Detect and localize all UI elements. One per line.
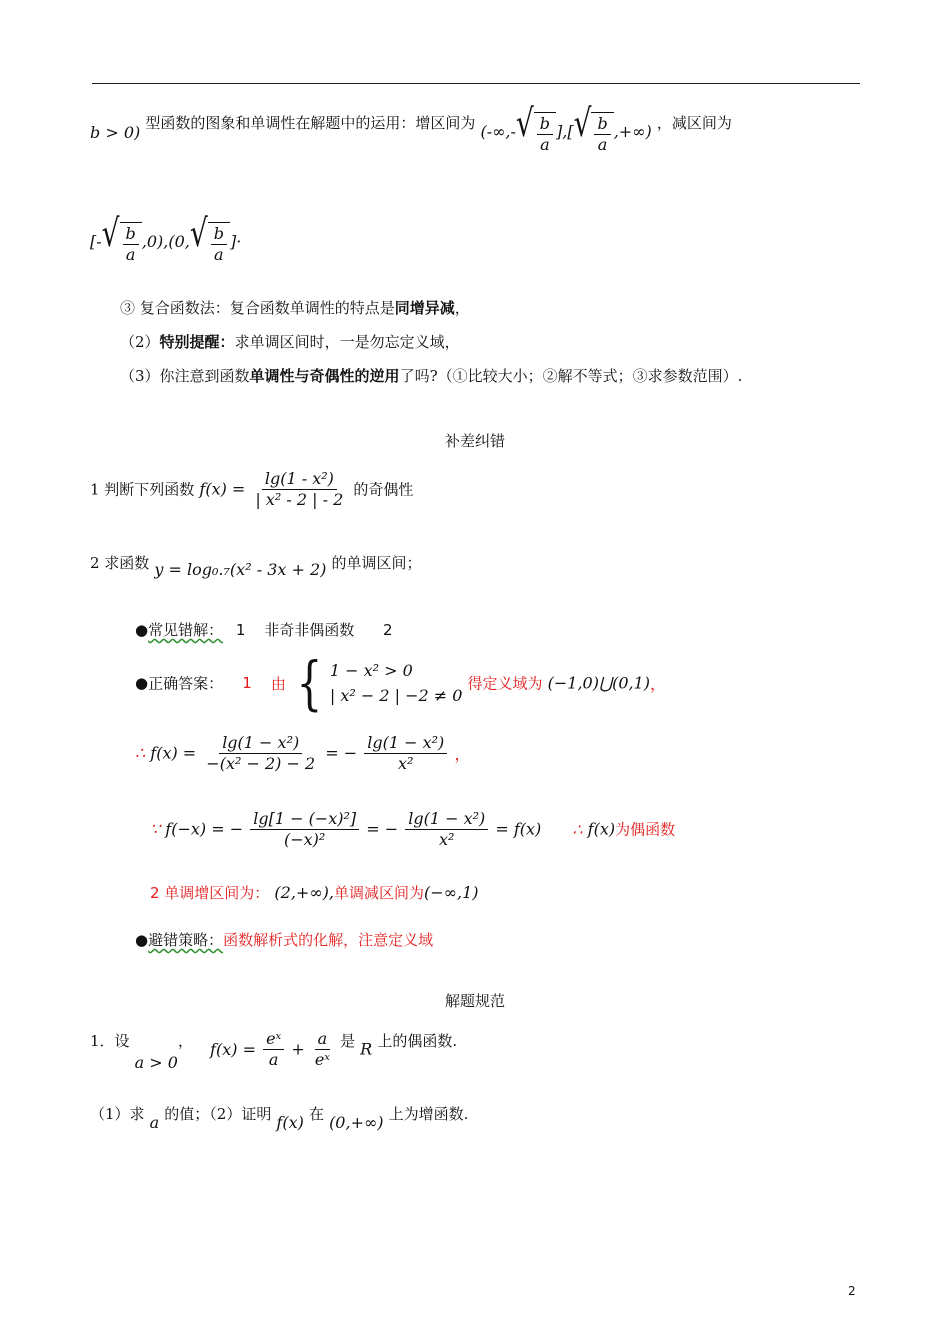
q2-fx: y = log₀.₇(x² - 3x + 2) — [154, 560, 327, 579]
problem-1-parts — [90, 1103, 469, 1132]
condition-2: | x² − 2 | −2 ≠ 0 — [329, 686, 463, 705]
answer-by: 由 — [270, 674, 286, 693]
common-error-label: 常见错解： — [148, 621, 224, 639]
frac-den: eˣ — [314, 1049, 330, 1069]
inc-mid: ],[ — [556, 122, 574, 142]
frac-num: b — [123, 225, 139, 245]
q1-fx: f(x) = — [199, 479, 246, 499]
inc-close: ,+∞) — [613, 122, 652, 142]
frac-den: a — [268, 1049, 279, 1069]
err-num-2: 2 — [383, 621, 393, 639]
frac-num: lg(1 - x²) — [262, 470, 337, 490]
p1-comma: ， — [177, 1032, 193, 1050]
p1-condition: a > 0 — [134, 1052, 178, 1072]
step2-eq2: = f(x) — [495, 819, 542, 839]
p2-a: a — [149, 1113, 160, 1132]
correct-answer-line — [135, 649, 667, 717]
frac-num: a — [315, 1030, 331, 1050]
condition-b-positive: b > 0) — [90, 123, 141, 143]
dec-interval-value: (−∞,1) — [424, 883, 479, 902]
step1-lhs: f(x) = — [150, 743, 197, 763]
condition-system: { 1 − x² > 0 | x² − 2 | −2 ≠ 0 — [296, 649, 463, 717]
frac-num: b — [594, 115, 610, 135]
step2-eq: = − — [366, 819, 399, 839]
step2-fraction-1 — [250, 810, 359, 848]
section-title-correction: 补差纠错 — [445, 432, 506, 450]
derivation-step-1 — [135, 734, 470, 772]
section-title-standard: 解题规范 — [445, 992, 506, 1010]
frac-den: a — [125, 244, 136, 264]
problem-1 — [90, 1029, 458, 1072]
decreasing-interval — [90, 210, 242, 264]
q2-text: 2 求函数 — [90, 554, 150, 572]
step2-lhs: f(−x) = − — [165, 819, 244, 839]
bullet-icon: ● — [135, 931, 149, 949]
sqrt-b-over-a: √ $\frac{b}{a}$ — [516, 112, 556, 153]
avoid-strategy-text: 函数解析式的化解，注意定义域 — [223, 931, 434, 949]
step1-fraction-1 — [203, 734, 318, 772]
note3-prefix: （3）你注意到函数 — [120, 367, 250, 385]
dec-open: [- — [90, 232, 102, 252]
frac-den: (−x)² — [284, 829, 326, 849]
frac-den: a — [214, 244, 224, 264]
frac-den: a — [597, 134, 608, 154]
decreasing-label: ，减区间为 — [656, 114, 732, 132]
p2-text4: 上为增函数. — [388, 1105, 469, 1123]
page-number: 2 — [848, 1284, 856, 1298]
sqrt-b-over-a: √ $\frac{b}{a}$ — [574, 112, 614, 153]
avoid-strategy-line — [135, 929, 433, 950]
derivation-step-3 — [150, 882, 478, 903]
p1-text: 1．设 — [90, 1032, 130, 1050]
domain-end: ， — [650, 674, 667, 694]
p2-fx: f(x) — [276, 1113, 304, 1132]
step2-fraction-2 — [405, 810, 488, 848]
inc-interval-label: 2 单调增区间为： — [150, 884, 270, 902]
err-answer-1: 非奇非偶函数 — [264, 621, 355, 639]
frac-num: lg(1 − x²) — [219, 734, 302, 754]
frac-num: lg[1 − (−x)²] — [250, 810, 359, 830]
dec-interval-label: 单调减区间为 — [333, 884, 424, 902]
q1-text: 1 判断下列函数 — [90, 480, 195, 499]
bullet-icon: ● — [135, 621, 149, 639]
q1-fraction — [252, 470, 346, 508]
frac-den: x² — [439, 829, 455, 849]
special-reminder-line — [120, 331, 460, 352]
composite-text: ③ 复合函数法：复合函数单调性的特点是 — [120, 299, 395, 317]
composite-method-line — [120, 297, 470, 318]
q1-tail: 的奇偶性 — [353, 480, 414, 499]
because-symbol: ∵ — [150, 819, 161, 839]
composite-end: ， — [454, 299, 470, 317]
note2-prefix: （2） — [120, 333, 160, 351]
correct-answer-label: 正确答案： — [148, 674, 224, 693]
frac-den: x² — [398, 753, 414, 773]
p1-R: R — [360, 1039, 373, 1059]
intro-text: 型函数的图象和单调性在解题中的运用：增区间为 — [145, 114, 476, 132]
p1-fraction-1 — [263, 1030, 284, 1068]
condition-1: 1 − x² > 0 — [329, 661, 413, 680]
question-2 — [90, 552, 422, 579]
answer-num-1: 1 — [242, 674, 252, 692]
interval-sep: , — [328, 883, 334, 902]
note2-text: 求单调区间时，一是勿忘定义域， — [234, 333, 460, 351]
step2-fx: f(x) — [587, 819, 616, 839]
common-error-line — [135, 619, 393, 640]
sqrt-b-over-a: √ $\frac{b}{a}$ — [190, 222, 230, 263]
note3-text: 了吗?（①比较大小；②解不等式；③求参数范围）. — [399, 367, 743, 385]
p1-fraction-2 — [312, 1030, 333, 1068]
step1-fraction-2 — [364, 734, 447, 772]
even-function-result: 为偶函数 — [615, 820, 676, 839]
monotonic-intervals-line — [90, 100, 732, 154]
frac-num: lg(1 − x²) — [364, 734, 447, 754]
frac-den: a — [540, 134, 550, 154]
inverse-use-line — [120, 365, 742, 386]
frac-num: b — [211, 225, 227, 245]
note2-bold: 特别提醒： — [159, 333, 235, 351]
domain-value: (−1,0)⋃(0,1) — [547, 673, 651, 693]
avoid-strategy-label: 避错策略： — [148, 931, 224, 949]
p2-text3: 在 — [308, 1105, 324, 1123]
frac-num: eˣ — [263, 1030, 284, 1050]
err-num-1: 1 — [235, 621, 246, 639]
step1-eq: = − — [325, 743, 358, 763]
step1-end: ， — [454, 744, 471, 764]
p1-is: 是 — [340, 1032, 356, 1050]
sqrt-b-over-a: √ $\frac{b}{a}$ — [102, 222, 142, 263]
q2-tail: 的单调区间； — [331, 554, 422, 572]
derivation-step-2 — [150, 810, 675, 848]
inc-open: (-∞,- — [480, 122, 516, 142]
therefore-symbol: ∴ — [135, 743, 146, 763]
frac-num: lg(1 − x²) — [405, 810, 488, 830]
composite-bold: 同增异减 — [394, 299, 455, 317]
question-1 — [90, 470, 413, 508]
p1-plus: + — [291, 1039, 305, 1059]
frac-den: −(x² − 2) − 2 — [206, 753, 316, 773]
frac-num: b — [537, 115, 553, 135]
bullet-icon: ● — [135, 674, 149, 692]
header-rule — [92, 83, 860, 84]
dec-close: ]· — [229, 232, 242, 252]
inc-interval-value: (2,+∞) — [274, 883, 329, 902]
domain-label: 得定义域为 — [467, 674, 543, 693]
therefore-symbol: ∴ — [572, 819, 583, 839]
note3-bold: 单调性与奇偶性的逆用 — [249, 367, 400, 385]
dec-mid: ,0),(0, — [141, 232, 190, 252]
p2-text2: 的值；（2）证明 — [164, 1105, 272, 1123]
increasing-interval — [480, 100, 656, 154]
p1-tail: 上的偶函数. — [377, 1032, 458, 1050]
p2-interval: (0,+∞) — [329, 1113, 384, 1132]
p1-fx: f(x) = — [210, 1039, 256, 1059]
p2-text1: （1）求 — [90, 1105, 145, 1123]
frac-den: | x² - 2 | - 2 — [255, 489, 344, 509]
